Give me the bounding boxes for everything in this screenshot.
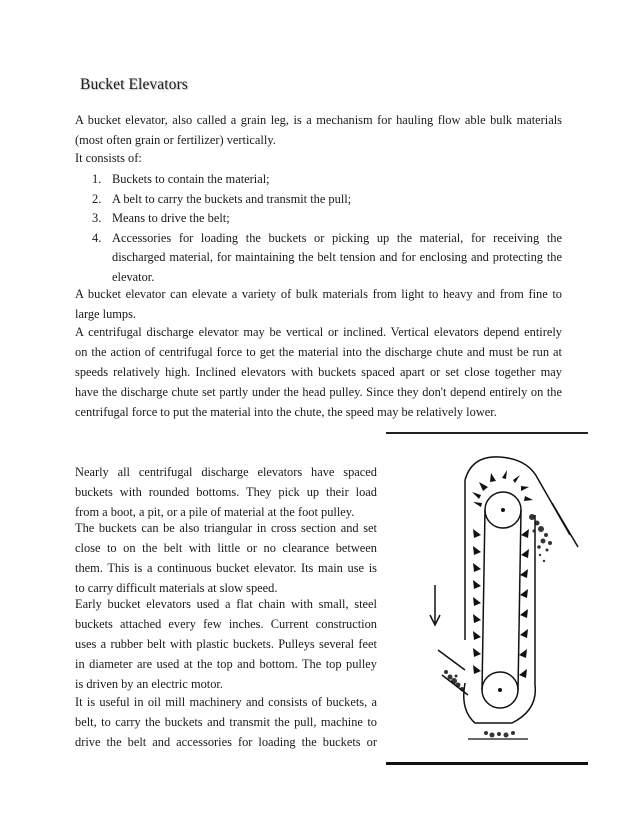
- text-line: large lumps.: [75, 307, 137, 321]
- list-item: [75, 170, 562, 190]
- text-line: centrifugal force to put the material into the chute, the speed may be relatively lower.: [75, 405, 497, 419]
- text-line: belt, to carry the buckets and transmit the pull, machine to: [75, 715, 377, 729]
- bucket-icon: [490, 473, 496, 482]
- bucket-icon: [521, 529, 529, 538]
- list-item: [75, 209, 562, 229]
- column-paragraph-3: [75, 594, 377, 694]
- loading-material: [444, 670, 464, 691]
- column-paragraph-2: [75, 518, 377, 598]
- text-line: have the discharge chute set partly under the head pulley. Since they don't depend entirely on the: [75, 385, 562, 399]
- text-line: Early bucket elevators used a flat chain with small, steel: [75, 597, 377, 611]
- intro-paragraph: [75, 110, 562, 150]
- casing-outline: [465, 457, 538, 480]
- text-line: Nearly all centrifugal discharge elevators have spaced: [75, 465, 377, 479]
- text-line: speeds relatively high. Inclined elevators with buckets spaced apart or set close together may: [75, 365, 562, 379]
- list-item: [75, 190, 562, 210]
- bucket-icon: [513, 475, 520, 483]
- consists-label: It consists of:: [75, 151, 142, 165]
- bucket-icon: [473, 529, 481, 538]
- bucket-icon: [521, 486, 529, 491]
- bucket-icon: [473, 597, 481, 606]
- list-number: 4.: [92, 230, 102, 245]
- casing-outline: [438, 650, 465, 670]
- bucket-icon: [473, 665, 481, 674]
- list-number: 1.: [92, 172, 102, 186]
- text-line: discharged material, for maintaining the belt tension and for enclosing and protecting the: [112, 250, 562, 264]
- text-line: buckets with rounded bottoms. They pick up their load: [75, 485, 377, 499]
- bucket-icon: [502, 470, 507, 479]
- bucket-icon: [520, 569, 528, 578]
- bucket-icon: [473, 546, 481, 555]
- elevator-belt: [518, 510, 521, 690]
- list-item: [75, 229, 562, 288]
- centrifugal-paragraph: [75, 322, 562, 422]
- text-line: The buckets can be also triangular in cross section and set: [75, 521, 377, 535]
- text-line: uses a rubber belt with plastic buckets. Pulleys several feet: [75, 637, 377, 651]
- text-line: (most often grain or fertilizer) vertically.: [75, 133, 276, 147]
- bucket-icon: [473, 580, 481, 589]
- text-line: them. This is a continuous bucket elevator. Its main use is: [75, 561, 377, 575]
- bucket-icon: [473, 631, 481, 640]
- bucket-icon: [520, 609, 528, 618]
- bucket-icon: [473, 614, 481, 623]
- bucket-icon: [520, 589, 528, 598]
- text-line: in diameter are used at the top and bottom. The top pulley: [75, 657, 377, 671]
- components-list: [75, 170, 562, 287]
- bucket-icon: [524, 496, 533, 501]
- text-line: buckets attached every few inches. Current construction: [75, 617, 377, 631]
- elevator-belt: [482, 510, 485, 690]
- bucket-icon: [472, 492, 481, 499]
- divider-rule: [386, 432, 588, 434]
- bucket-icon: [519, 649, 527, 658]
- page-title: Bucket Elevators: [80, 76, 188, 93]
- text-line: is driven by an electric motor.: [75, 677, 223, 691]
- list-number: 2.: [92, 191, 102, 206]
- text-line: A bucket elevator can elevate a variety of bulk materials from light to heavy and from fine to: [75, 287, 562, 301]
- text-line: Accessories for loading the buckets or picking up the material, for receiving the: [112, 230, 562, 245]
- bucket-icon: [520, 629, 528, 638]
- casing-outline: [552, 503, 578, 547]
- divider-rule: [386, 762, 588, 765]
- text-line: A centrifugal discharge elevator may be vertical or inclined. Vertical elevators depend entirely: [75, 325, 562, 339]
- text-line: close to on the belt with little or no clearance between: [75, 541, 377, 555]
- bucket-icon: [473, 502, 482, 507]
- bucket-icon: [473, 648, 481, 657]
- bucket-icon: [479, 482, 488, 491]
- text-line: from a boot, a pit, or a pile of material at the foot pulley.: [75, 505, 355, 519]
- bucket-icon: [521, 549, 529, 558]
- text-line: A belt to carry the buckets and transmit the pull;: [112, 191, 352, 206]
- text-line: to carry difficult materials at slow speed.: [75, 581, 278, 595]
- text-line: elevator.: [112, 269, 155, 284]
- text-line: Means to drive the belt;: [112, 211, 230, 225]
- column-paragraph-1: [75, 462, 377, 522]
- list-number: 3.: [92, 211, 102, 225]
- text-line: on the action of centrifugal force to get the material into the discharge chute and must be run at: [75, 345, 562, 359]
- text-line: Buckets to contain the material;: [112, 172, 270, 186]
- text-line: drive the belt and accessories for loading the buckets or: [75, 735, 377, 749]
- discharged-material: [529, 514, 552, 562]
- bucket-icon: [473, 563, 481, 572]
- text-line: It is useful in oil mill machinery and consists of buckets, a: [75, 695, 377, 709]
- column-paragraph-4: [75, 692, 377, 752]
- bucket-elevator-diagram: [420, 455, 585, 755]
- boot-material: [484, 731, 515, 738]
- text-line: A bucket elevator, also called a grain leg, is a mechanism for hauling flow able bulk materials: [75, 113, 562, 127]
- bucket-icon: [519, 669, 527, 678]
- variety-paragraph: [75, 284, 562, 324]
